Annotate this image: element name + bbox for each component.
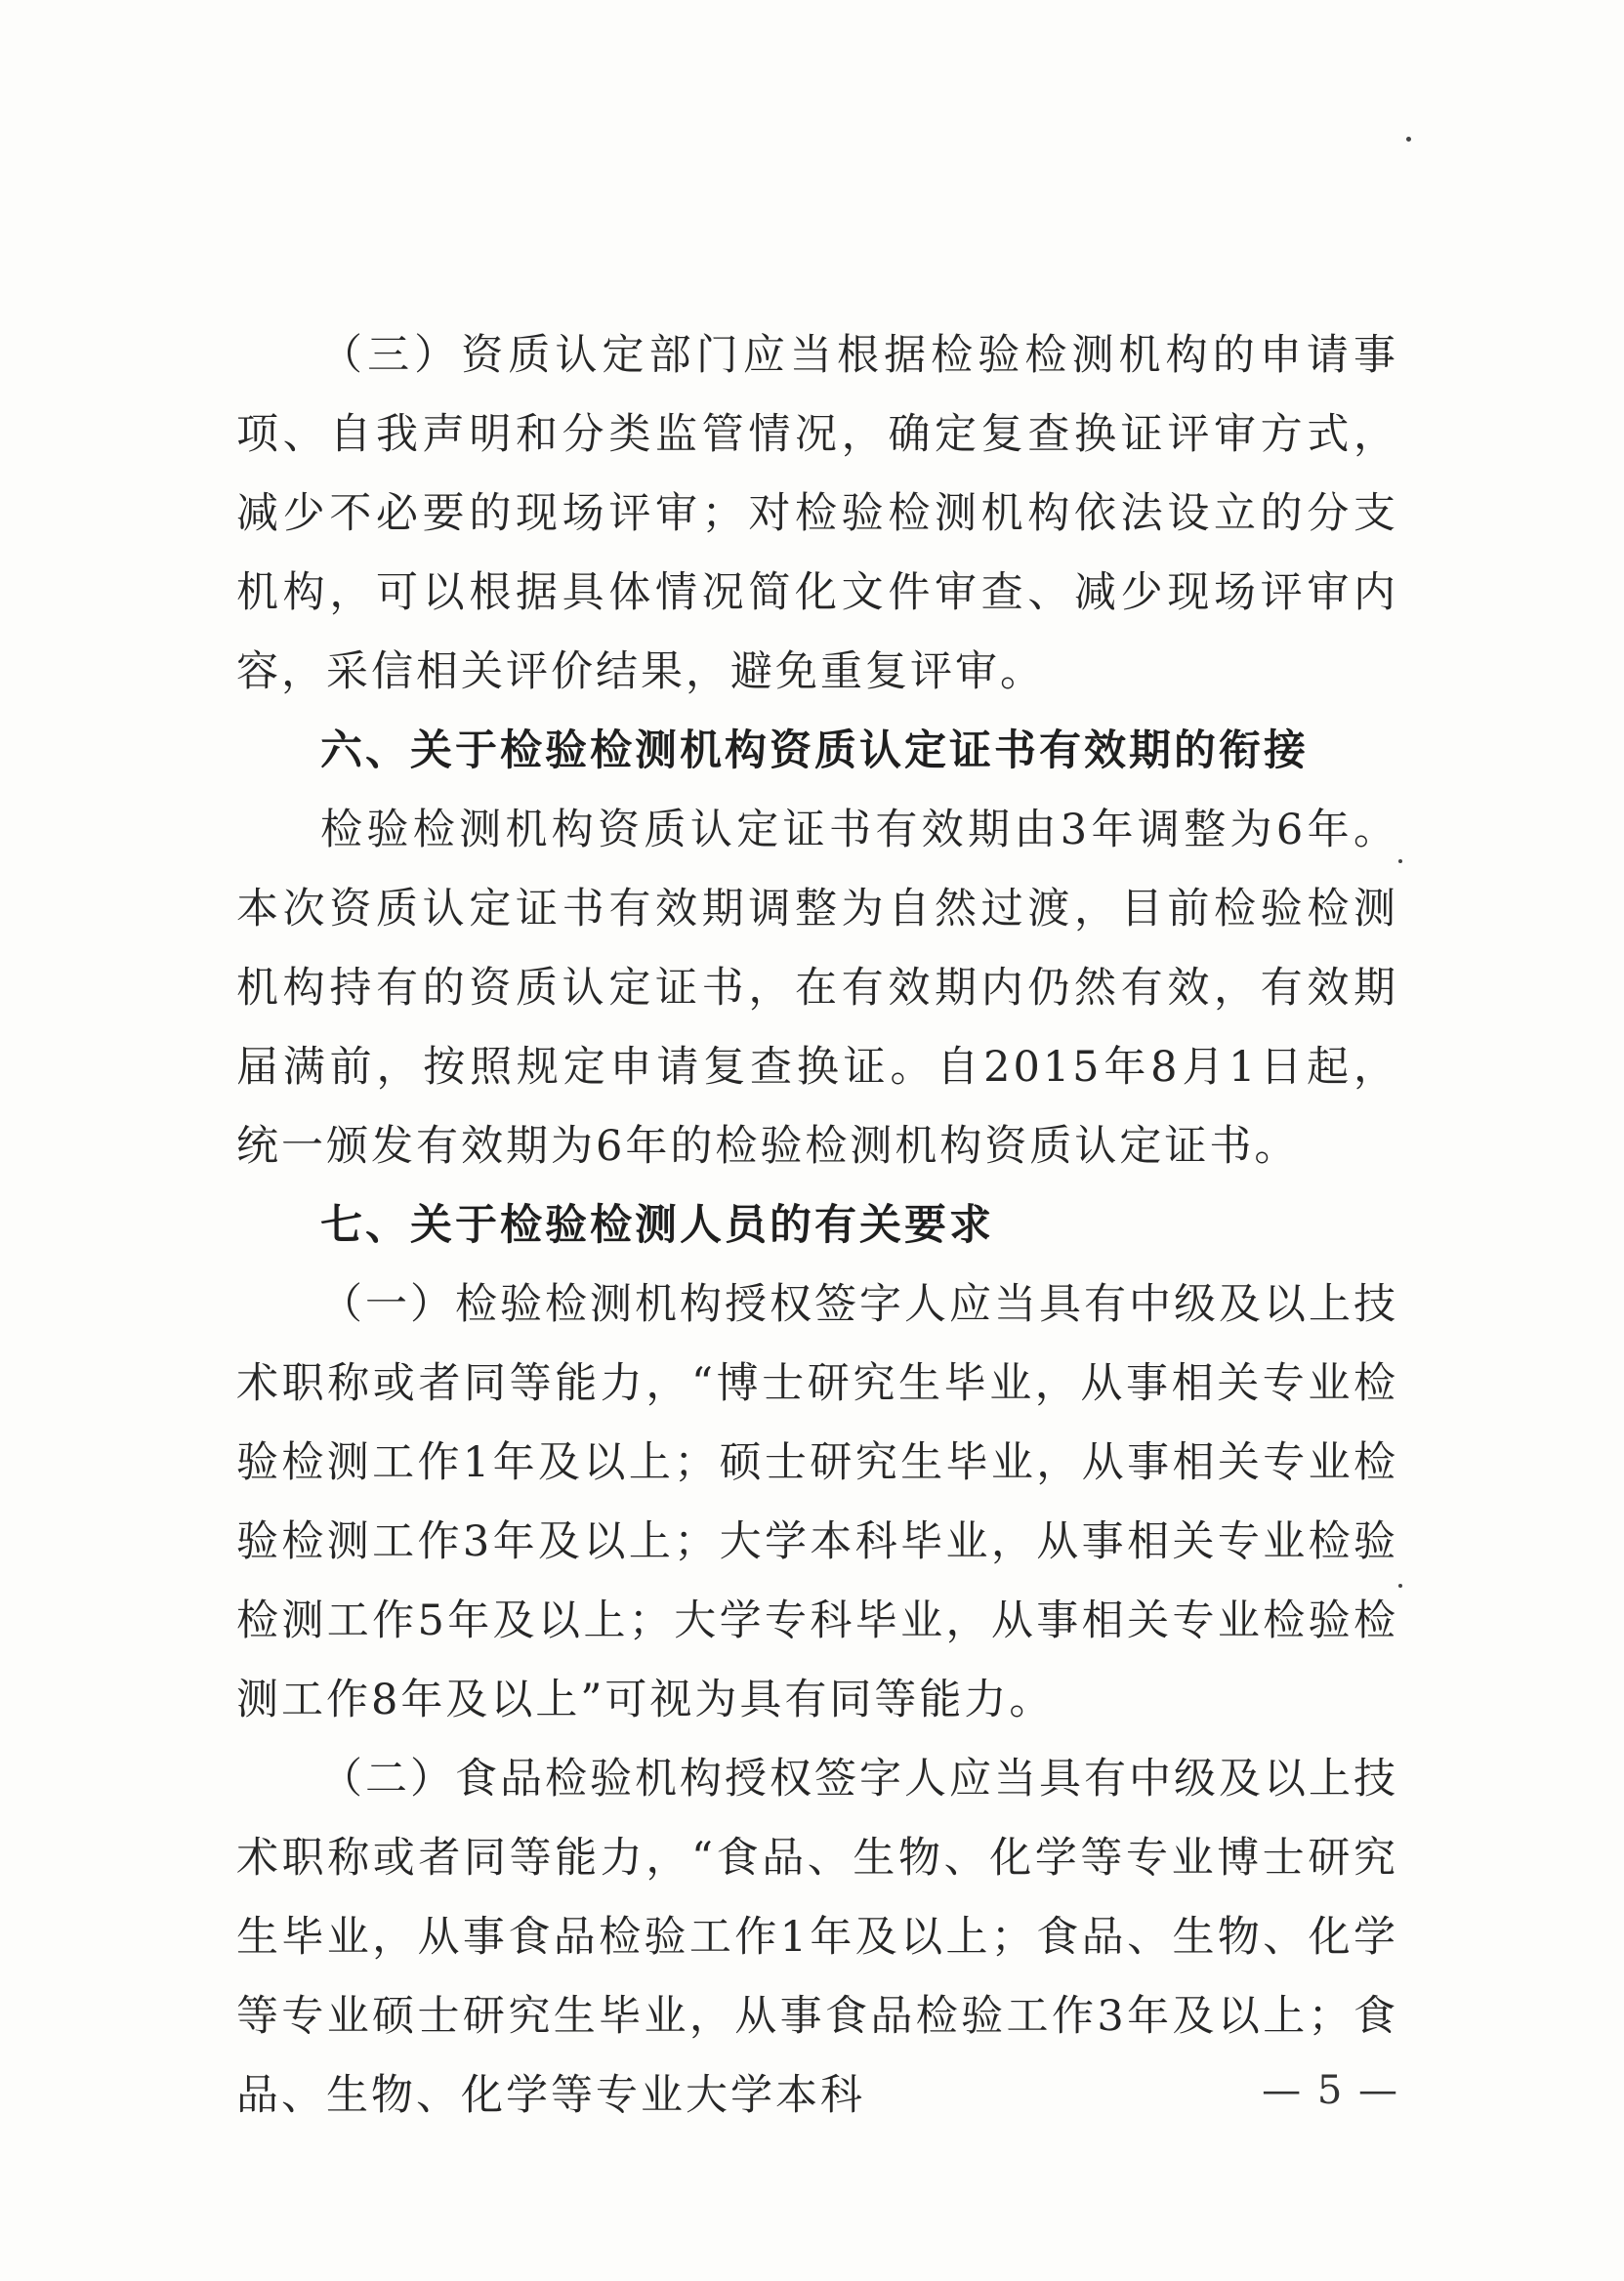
scan-speck <box>1398 859 1402 863</box>
document-body <box>236 316 1398 2136</box>
heading-section-6: 六、关于检验检测机构资质认定证书有效期的衔接 <box>320 726 1309 775</box>
paragraph-food-signatory-requirements: （二）食品检验机构授权签字人应当具有中级及以上技术职称或者同等能力，“食品、生物、化学等专业博士研究生毕业，从事食品检验工作1年及以上；食品、生物、化学等专业硕士研究生毕业，从事食品检验工作3年及以上；食品、生物、化学等专业大学本科 <box>236 1755 1398 2120</box>
paragraph-signatory-requirements: （一）检验检测机构授权签字人应当具有中级及以上技术职称或者同等能力，“博士研究生毕业，从事相关专业检验检测工作1年及以上；硕士研究生毕业，从事相关专业检验检测工作3年及以上；大学本科毕业，从事相关专业检验检测工作5年及以上；大学专科毕业，从事相关专业检验检测工作8年及以上”可视为具有同等能力。 <box>236 1280 1398 1724</box>
heading-section-7: 七、关于检验检测人员的有关要求 <box>320 1201 994 1250</box>
paragraph-certificate-validity: 检验检测机构资质认定证书有效期由3年调整为6年。本次资质认定证书有效期调整为自然过渡，目前检验检测机构持有的资质认定证书，在有效期内仍然有效，有效期届满前，按照规定申请复查换证。自2015年8月1日起，统一颁发有效期为6年的检验检测机构资质认定证书。 <box>236 806 1398 1171</box>
paragraph-section-3: （三）资质认定部门应当根据检验检测机构的申请事项、自我声明和分类监管情况，确定复查换证评审方式，减少不必要的现场评审；对检验检测机构依法设立的分支机构，可以根据具体情况简化文件审查、减少现场评审内容，采信相关评价结果，避免重复评审。 <box>236 331 1398 696</box>
scan-speck <box>1406 137 1411 142</box>
page-number: — 5 — <box>1262 2068 1399 2113</box>
scan-speck <box>1398 1584 1402 1588</box>
